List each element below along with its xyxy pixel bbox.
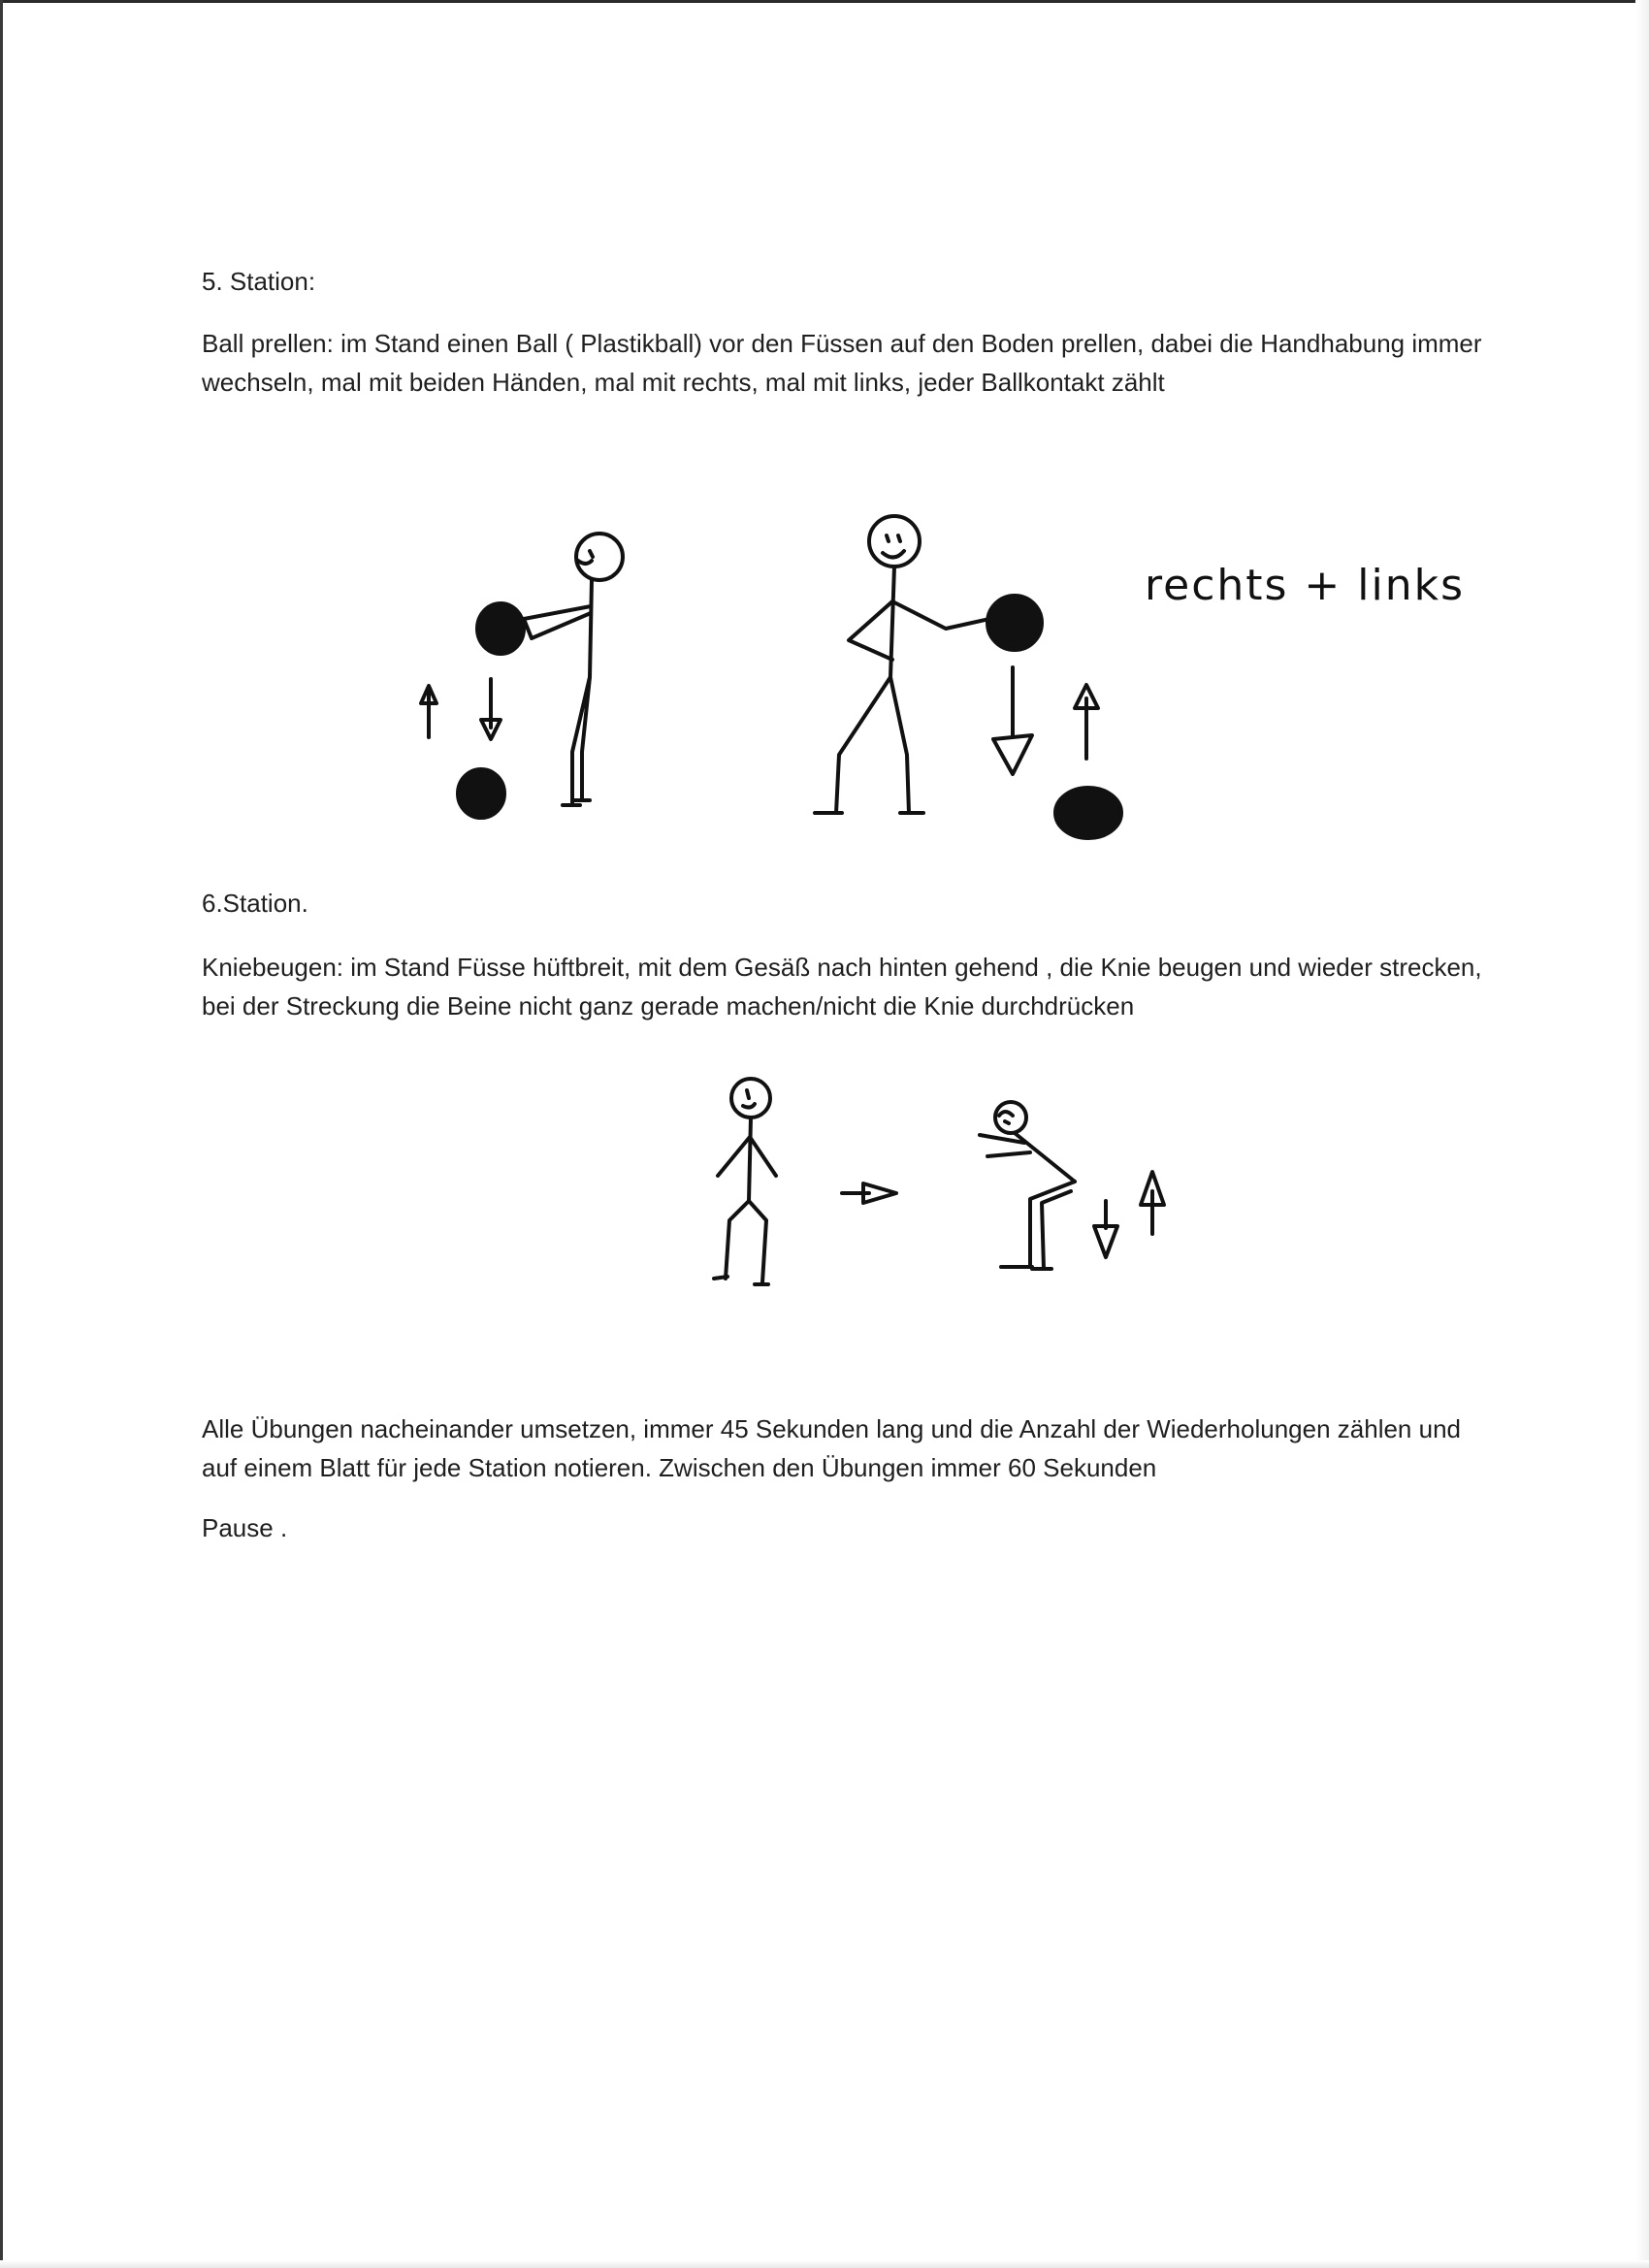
instructions-text: Alle Übungen nacheinander umsetzen, immer 45 Sekunden lang und die Anzahl der Wiederholungen zählen und auf einem Blatt für jede Station notieren. Zwischen den Übungen immer 60 Sekunden (202, 1414, 1461, 1482)
scan-edge-left (0, 0, 3, 2268)
station-5-description: Ball prellen: im Stand einen Ball ( Plastikball) vor den Füssen auf den Boden prellen, dabei die Handhabung immer wechseln, mal mit beiden Händen, mal mit rechts, mal mit links, jeder Ballkontakt zählt (202, 329, 1482, 397)
stick-figure-upright (714, 1079, 776, 1284)
arrow-up-squat-icon (1141, 1172, 1164, 1234)
rechts-links-label: rechts + links (1145, 561, 1466, 610)
arrow-down-large-icon (993, 667, 1032, 774)
stick-figure-standing (815, 516, 989, 813)
station-6-heading: 6.Station. (202, 889, 308, 918)
ball-lower (458, 769, 504, 818)
scan-edge-bottom (0, 2260, 1649, 2268)
scan-edge-right (1635, 0, 1649, 2268)
pause-text: Pause . (202, 1513, 288, 1542)
arrow-up-icon (421, 686, 436, 737)
stick-figure-squatting (980, 1102, 1075, 1269)
arrow-down-squat-icon (1094, 1201, 1117, 1257)
ball-lower-right (1055, 788, 1121, 838)
ball-upper (477, 603, 524, 654)
arrow-down-icon (481, 679, 501, 739)
scan-edge-top (0, 0, 1649, 3)
station-6-description: Kniebeugen: im Stand Füsse hüftbreit, mit dem Gesäß nach hinten gehend , die Knie beugen und wieder strecken, bei der Streckung die Beine nicht ganz gerade machen/nicht die Knie durchdrücken (202, 953, 1482, 1021)
arrow-up-large-icon (1075, 685, 1098, 759)
ball-bouncing-sketch (407, 504, 1474, 854)
station-5-heading: 5. Station: (202, 267, 316, 296)
ball-upper-right (987, 596, 1042, 650)
arrow-right-icon (842, 1183, 896, 1203)
squat-sketch (679, 1067, 1183, 1300)
stick-figure-bending (524, 534, 623, 805)
